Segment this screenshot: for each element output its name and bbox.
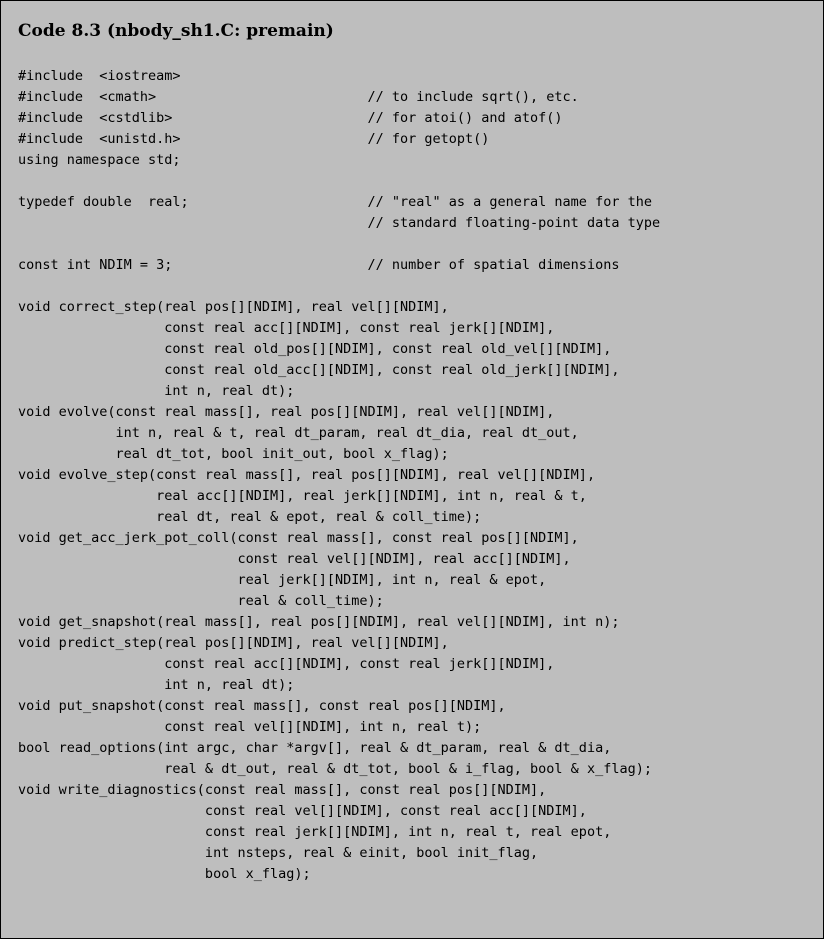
code-line: real & coll_time); (18, 593, 384, 609)
code-line: void put_snapshot(const real mass[], const real pos[][NDIM], (18, 698, 506, 714)
code-line: bool read_options(int argc, char *argv[], real & dt_param, real & dt_dia, (18, 740, 612, 756)
code-line: void get_snapshot(real mass[], real pos[][NDIM], real vel[][NDIM], int n); (18, 614, 620, 630)
code-line: int nsteps, real & einit, bool init_flag, (18, 845, 539, 861)
code-line: #include <cstdlib> // for atoi() and atof() (18, 110, 563, 126)
code-line: real dt, real & epot, real & coll_time); (18, 509, 482, 525)
code-line: typedef double real; // "real" as a general name for the (18, 194, 652, 210)
code-line (18, 171, 660, 192)
code-line: void write_diagnostics(const real mass[], const real pos[][NDIM], (18, 782, 547, 798)
code-line: int n, real & t, real dt_param, real dt_dia, real dt_out, (18, 425, 579, 441)
code-line: #include <unistd.h> // for getopt() (18, 131, 490, 147)
code-line: void correct_step(real pos[][NDIM], real vel[][NDIM], (18, 299, 449, 315)
code-listing-title: Code 8.3 (nbody_sh1.C: premain) (18, 21, 334, 41)
code-line: const real vel[][NDIM], const real acc[][NDIM], (18, 803, 587, 819)
code-line: const real vel[][NDIM], int n, real t); (18, 719, 482, 735)
code-line (18, 276, 660, 297)
code-line: const real acc[][NDIM], const real jerk[][NDIM], (18, 656, 555, 672)
code-line: int n, real dt); (18, 677, 295, 693)
code-line: int n, real dt); (18, 383, 295, 399)
code-line: real dt_tot, bool init_out, bool x_flag); (18, 446, 449, 462)
code-line: const real jerk[][NDIM], int n, real t, real epot, (18, 824, 612, 840)
code-line: #include <iostream> (18, 68, 181, 84)
code-line: real jerk[][NDIM], int n, real & epot, (18, 572, 547, 588)
code-line: bool x_flag); (18, 866, 311, 882)
code-line: void get_acc_jerk_pot_coll(const real mass[], const real pos[][NDIM], (18, 530, 579, 546)
code-line: const int NDIM = 3; // number of spatial dimensions (18, 257, 620, 273)
code-line: // standard floating-point data type (18, 215, 661, 231)
code-line (18, 234, 660, 255)
code-line: const real old_acc[][NDIM], const real old_jerk[][NDIM], (18, 362, 620, 378)
code-block (18, 66, 660, 885)
code-line: const real old_pos[][NDIM], const real old_vel[][NDIM], (18, 341, 612, 357)
code-line: #include <cmath> // to include sqrt(), etc. (18, 89, 579, 105)
code-line: void evolve(const real mass[], real pos[][NDIM], real vel[][NDIM], (18, 404, 555, 420)
code-line: void evolve_step(const real mass[], real pos[][NDIM], real vel[][NDIM], (18, 467, 596, 483)
code-line: real acc[][NDIM], real jerk[][NDIM], int n, real & t, (18, 488, 587, 504)
code-line: const real vel[][NDIM], real acc[][NDIM], (18, 551, 571, 567)
code-line: using namespace std; (18, 152, 181, 168)
code-line: const real acc[][NDIM], const real jerk[][NDIM], (18, 320, 555, 336)
code-line: real & dt_out, real & dt_tot, bool & i_flag, bool & x_flag); (18, 761, 652, 777)
code-line: void predict_step(real pos[][NDIM], real vel[][NDIM], (18, 635, 449, 651)
